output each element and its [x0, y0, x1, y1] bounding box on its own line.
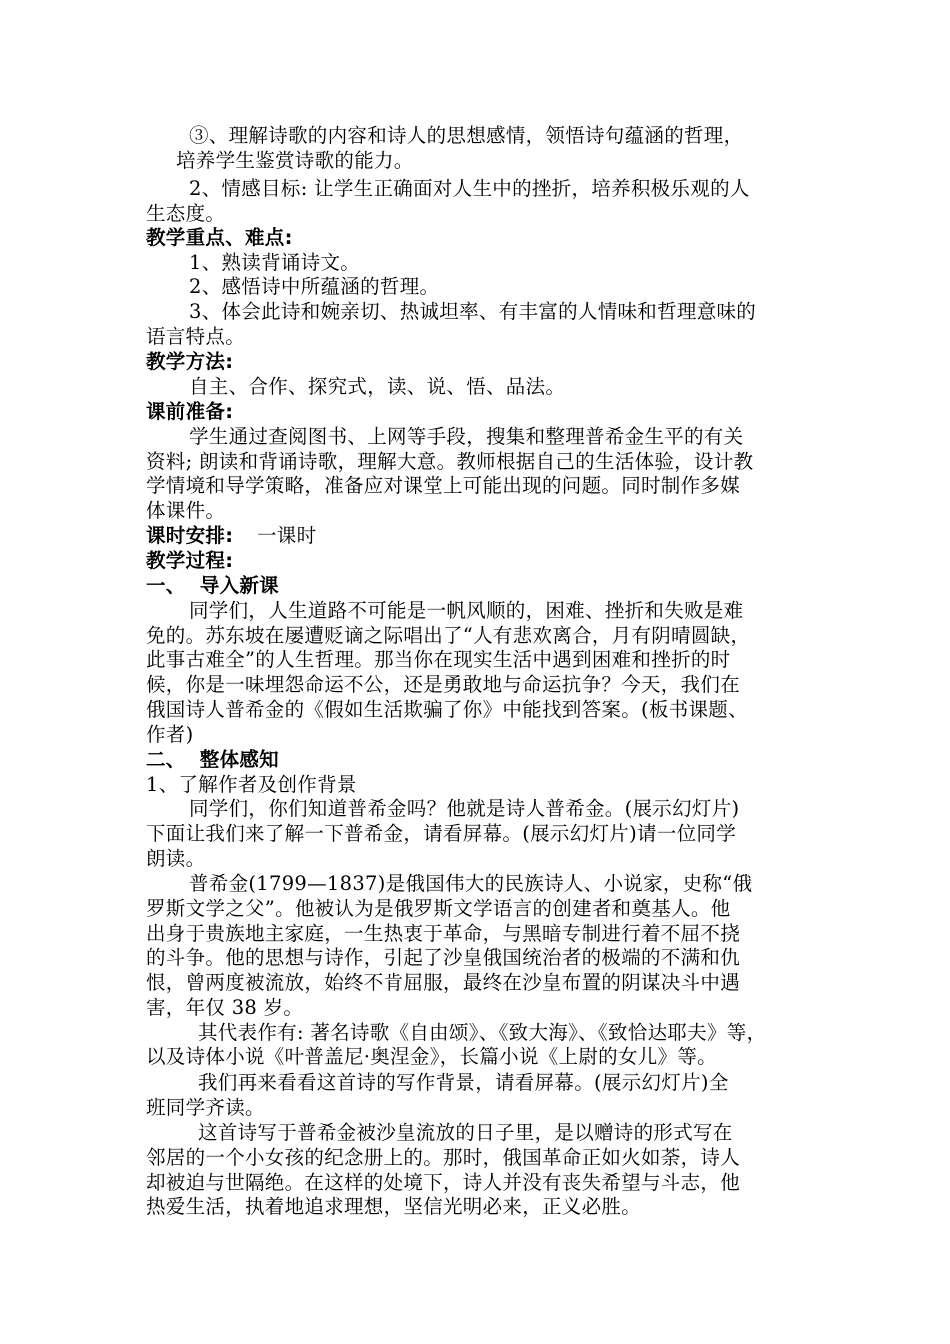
works-line-2: 以及诗体小说《叶普盖尼·奥涅金》，长篇小说《上尉的女儿》等。: [146, 1045, 717, 1068]
author-intro-line-2: 下面让我们来了解一下普希金，请看屏幕。(展示幻灯片)请一位同学: [146, 822, 737, 845]
heading-methods: 教学方法:: [146, 350, 234, 373]
author-intro-line-3: 朗读。: [146, 847, 206, 870]
objective-3-line-1: ③、理解诗歌的内容和诗人的思想感情，领悟诗句蕴涵的哲理，: [189, 124, 744, 147]
bio-line-5: 恨，曾两度被流放，始终不肯屈服，最终在沙皇布置的阴谋决斗中遇: [146, 971, 741, 994]
background-intro-line-1: 我们再来看看这首诗的写作背景，请看屏幕。(展示幻灯片)全: [198, 1071, 729, 1094]
schedule-value: 一课时: [257, 524, 317, 547]
background-line-2: 邻居的一个小女孩的纪念册上的。那时，俄国革命正如火如荼，诗人: [146, 1146, 741, 1169]
key-point-3-line-1: 3、体会此诗和婉亲切、热诚坦率、有丰富的人情味和哲理意味的: [189, 300, 757, 323]
author-intro-line-1: 同学们，你们知道普希金吗？他就是诗人普希金。(展示幻灯片): [189, 797, 740, 820]
background-line-3: 却被迫与世隔绝。在这样的处境下，诗人并没有丧失希望与斗志，他: [146, 1171, 741, 1194]
intro-line-3: 此事古难全”的人生哲理。那当你在现实生活中遇到困难和挫折的时: [146, 648, 731, 671]
methods-text: 自主、合作、探究式，读、说、悟、品法。: [189, 375, 566, 398]
section-2-heading: 二、 整体感知: [146, 748, 279, 771]
emotion-goal-line-2: 生态度。: [146, 202, 226, 225]
key-point-1: 1、熟读背诵诗文。: [189, 251, 361, 274]
subsection-1-heading: 1、了解作者及创作背景: [146, 773, 357, 796]
works-line-1: 其代表作有: 著名诗歌《自由颂》、《致大海》、《致恰达耶夫》等，: [198, 1021, 767, 1044]
emotion-goal-line-1: 2、情感目标: 让学生正确面对人生中的挫折，培养积极乐观的人: [189, 177, 750, 200]
intro-line-6: 作者): [146, 723, 194, 746]
section-1-heading: 一、 导入新课: [146, 574, 279, 597]
bio-line-2: 罗斯文学之父”。他被认为是俄罗斯文学语言的创建者和奠基人。他: [146, 897, 731, 920]
intro-line-4: 候，你是一味埋怨命运不公，还是勇敢地与命运抗争？今天，我们在: [146, 673, 741, 696]
key-point-2: 2、感悟诗中所蕴涵的哲理。: [189, 275, 440, 298]
preparation-line-1: 学生通过查阅图书、上网等手段，搜集和整理普希金生平的有关: [189, 425, 744, 448]
objective-3-line-2: 培养学生鉴赏诗歌的能力。: [176, 149, 414, 172]
heading-preparation: 课前准备:: [146, 400, 234, 423]
heading-schedule: 课时安排:: [146, 524, 234, 547]
bio-line-6: 害，年仅 38 岁。: [146, 996, 304, 1019]
heading-process: 教学过程:: [146, 549, 234, 572]
intro-line-2: 免的。苏东坡在屡遭贬谪之际唱出了“人有悲欢离合，月有阴晴圆缺，: [146, 624, 751, 647]
preparation-line-3: 学情境和导学策略，准备应对课堂上可能出现的问题。同时制作多媒: [146, 474, 741, 497]
heading-key-points: 教学重点、难点:: [146, 226, 293, 249]
intro-line-5: 俄国诗人普希金的《假如生活欺骗了你》中能找到答案。(板书课题、: [146, 698, 748, 721]
bio-line-3: 出身于贵族地主家庭，一生热衷于革命，与黑暗专制进行着不屈不挠: [146, 922, 741, 945]
bio-line-4: 的斗争。他的思想与诗作，引起了沙皇俄国统治者的极端的不满和仇: [146, 946, 741, 969]
intro-line-1: 同学们，人生道路不可能是一帆风顺的，困难、挫折和失败是难: [189, 599, 744, 622]
background-intro-line-2: 班同学齐读。: [146, 1096, 265, 1119]
background-line-1: 这首诗写于普希金被沙皇流放的日子里，是以赠诗的形式写在: [198, 1121, 733, 1144]
background-line-4: 热爱生活，执着地追求理想，坚信光明必来，正义必胜。: [146, 1195, 642, 1218]
preparation-line-4: 体课件。: [146, 499, 226, 522]
bio-line-1: 普希金(1799—1837)是俄国伟大的民族诗人、小说家，史称“俄: [189, 872, 753, 895]
preparation-line-2: 资料; 朗读和背诵诗歌，理解大意。教师根据自己的生活体验，设计教: [146, 450, 754, 473]
key-point-3-line-2: 语言特点。: [146, 325, 246, 348]
